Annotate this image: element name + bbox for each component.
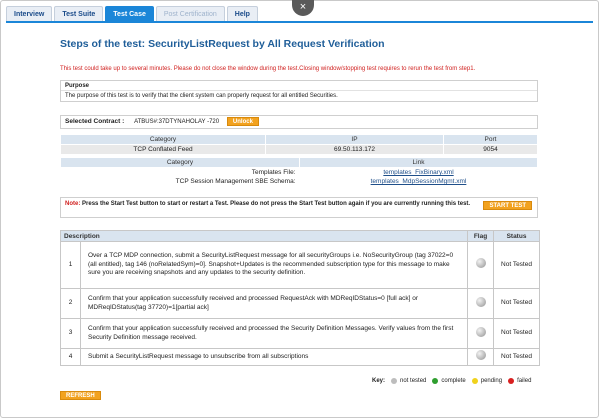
unlock-button[interactable]: Unlock (227, 117, 259, 126)
flag-cell (468, 289, 494, 319)
tab-interview[interactable]: Interview (6, 6, 52, 21)
pending-dot-icon (472, 378, 478, 384)
note-box (60, 197, 538, 218)
status-key (372, 378, 531, 384)
key-label: failed (517, 378, 532, 384)
note-text: Press the Start Test button to start or restart a Test. Please do not press the Start Test button again if you are currently running this test. (82, 201, 471, 207)
feed-ip: 69.50.113.172 (266, 145, 444, 155)
step-number: 2 (61, 289, 81, 319)
links-header-category: Category (61, 158, 300, 168)
feed-table (60, 134, 538, 155)
contract-value: ATBUS#:37DTYNAHOLAY -720 (134, 119, 220, 125)
table-row (61, 145, 538, 155)
step-description: Over a TCP MDP connection, submit a SecurityListRequest message for all securityGroups i.e. NoSecurityGroup (tag 37022=0 (all entitled), tag 146 (noRelatedSym)=0]. Snapshot+Updates is the recommended subscription type for this message to make sure you are receiving snapshots and any updates to the security definition. (81, 242, 468, 289)
status-dot-icon (476, 258, 486, 268)
link-category: TCP Session Management SBE Schema: (61, 177, 300, 186)
step-number: 1 (61, 242, 81, 289)
tab-underline (6, 21, 593, 23)
step-number: 4 (61, 349, 81, 366)
steps-header-flag: Flag (468, 231, 494, 242)
step-description: Confirm that your application successfully received and processed RequestAck with MDReqIDStatus=0 [full ack] or MDReqIDStatus(tag 37720)=1[partial ack] (81, 289, 468, 319)
tab-post-certification: Post Certification (156, 6, 225, 21)
flag-cell (468, 319, 494, 349)
flag-cell (468, 349, 494, 366)
table-row (61, 242, 540, 289)
table-row (61, 168, 538, 178)
failed-dot-icon (508, 378, 514, 384)
session-schema-link[interactable]: templates_MdpSessionMgmt.xml (300, 177, 538, 186)
warning-message: This test could take up to several minutes. Please do not close the window during the test.Closing window/stopping test requires to rerun the test from step1. (60, 66, 476, 72)
start-test-button[interactable]: START TEST (483, 201, 532, 210)
tab-test-suite[interactable]: Test Suite (54, 6, 103, 21)
step-description: Confirm that your application successfully received and processed the Security Definition Messages. Verify values from the first Security Definition message received. (81, 319, 468, 349)
links-table (60, 157, 538, 186)
table-row (61, 177, 538, 186)
feed-header-ip: IP (266, 135, 444, 145)
contract-label: Selected Contract : (65, 118, 125, 125)
steps-header-status: Status (494, 231, 540, 242)
status-dot-icon (476, 350, 486, 360)
step-status: Not Tested (494, 349, 540, 366)
table-row (61, 319, 540, 349)
complete-dot-icon (432, 378, 438, 384)
note-label: Note: (65, 201, 81, 207)
flag-cell (468, 242, 494, 289)
page-title: Steps of the test: SecurityListRequest by All Request Verification (60, 38, 385, 50)
tab-test-case[interactable]: Test Case (105, 6, 154, 21)
step-status: Not Tested (494, 242, 540, 289)
feed-category: TCP Conflated Feed (61, 145, 266, 155)
purpose-heading: Purpose (61, 81, 537, 91)
purpose-box (60, 80, 538, 102)
step-number: 3 (61, 319, 81, 349)
status-dot-icon (476, 327, 486, 337)
links-header-link: Link (300, 158, 538, 168)
steps-table (60, 230, 540, 366)
step-status: Not Tested (494, 289, 540, 319)
status-dot-icon (476, 297, 486, 307)
tab-help[interactable]: Help (227, 6, 258, 21)
link-category: Templates File: (61, 168, 300, 178)
table-row (61, 289, 540, 319)
key-label: complete (441, 378, 466, 384)
purpose-text: The purpose of this test is to verify that the client system can properly request for all entitled Securities. (65, 93, 338, 99)
not-tested-dot-icon (391, 378, 397, 384)
key-label: not tested (400, 378, 427, 384)
feed-header-category: Category (61, 135, 266, 145)
feed-port: 9054 (444, 145, 538, 155)
table-row (61, 349, 540, 366)
key-title: Key: (372, 378, 386, 384)
steps-header-description: Description (61, 231, 468, 242)
selected-contract (60, 115, 538, 129)
feed-header-port: Port (444, 135, 538, 145)
step-status: Not Tested (494, 319, 540, 349)
close-icon[interactable]: × (292, 0, 314, 16)
templates-file-link[interactable]: templates_FixBinary.xml (300, 168, 538, 178)
step-description: Submit a SecurityListRequest message to unsubscribe from all subscriptions (81, 349, 468, 366)
refresh-button[interactable]: REFRESH (60, 391, 101, 400)
key-label: pending (480, 378, 503, 384)
tab-bar (6, 6, 258, 21)
